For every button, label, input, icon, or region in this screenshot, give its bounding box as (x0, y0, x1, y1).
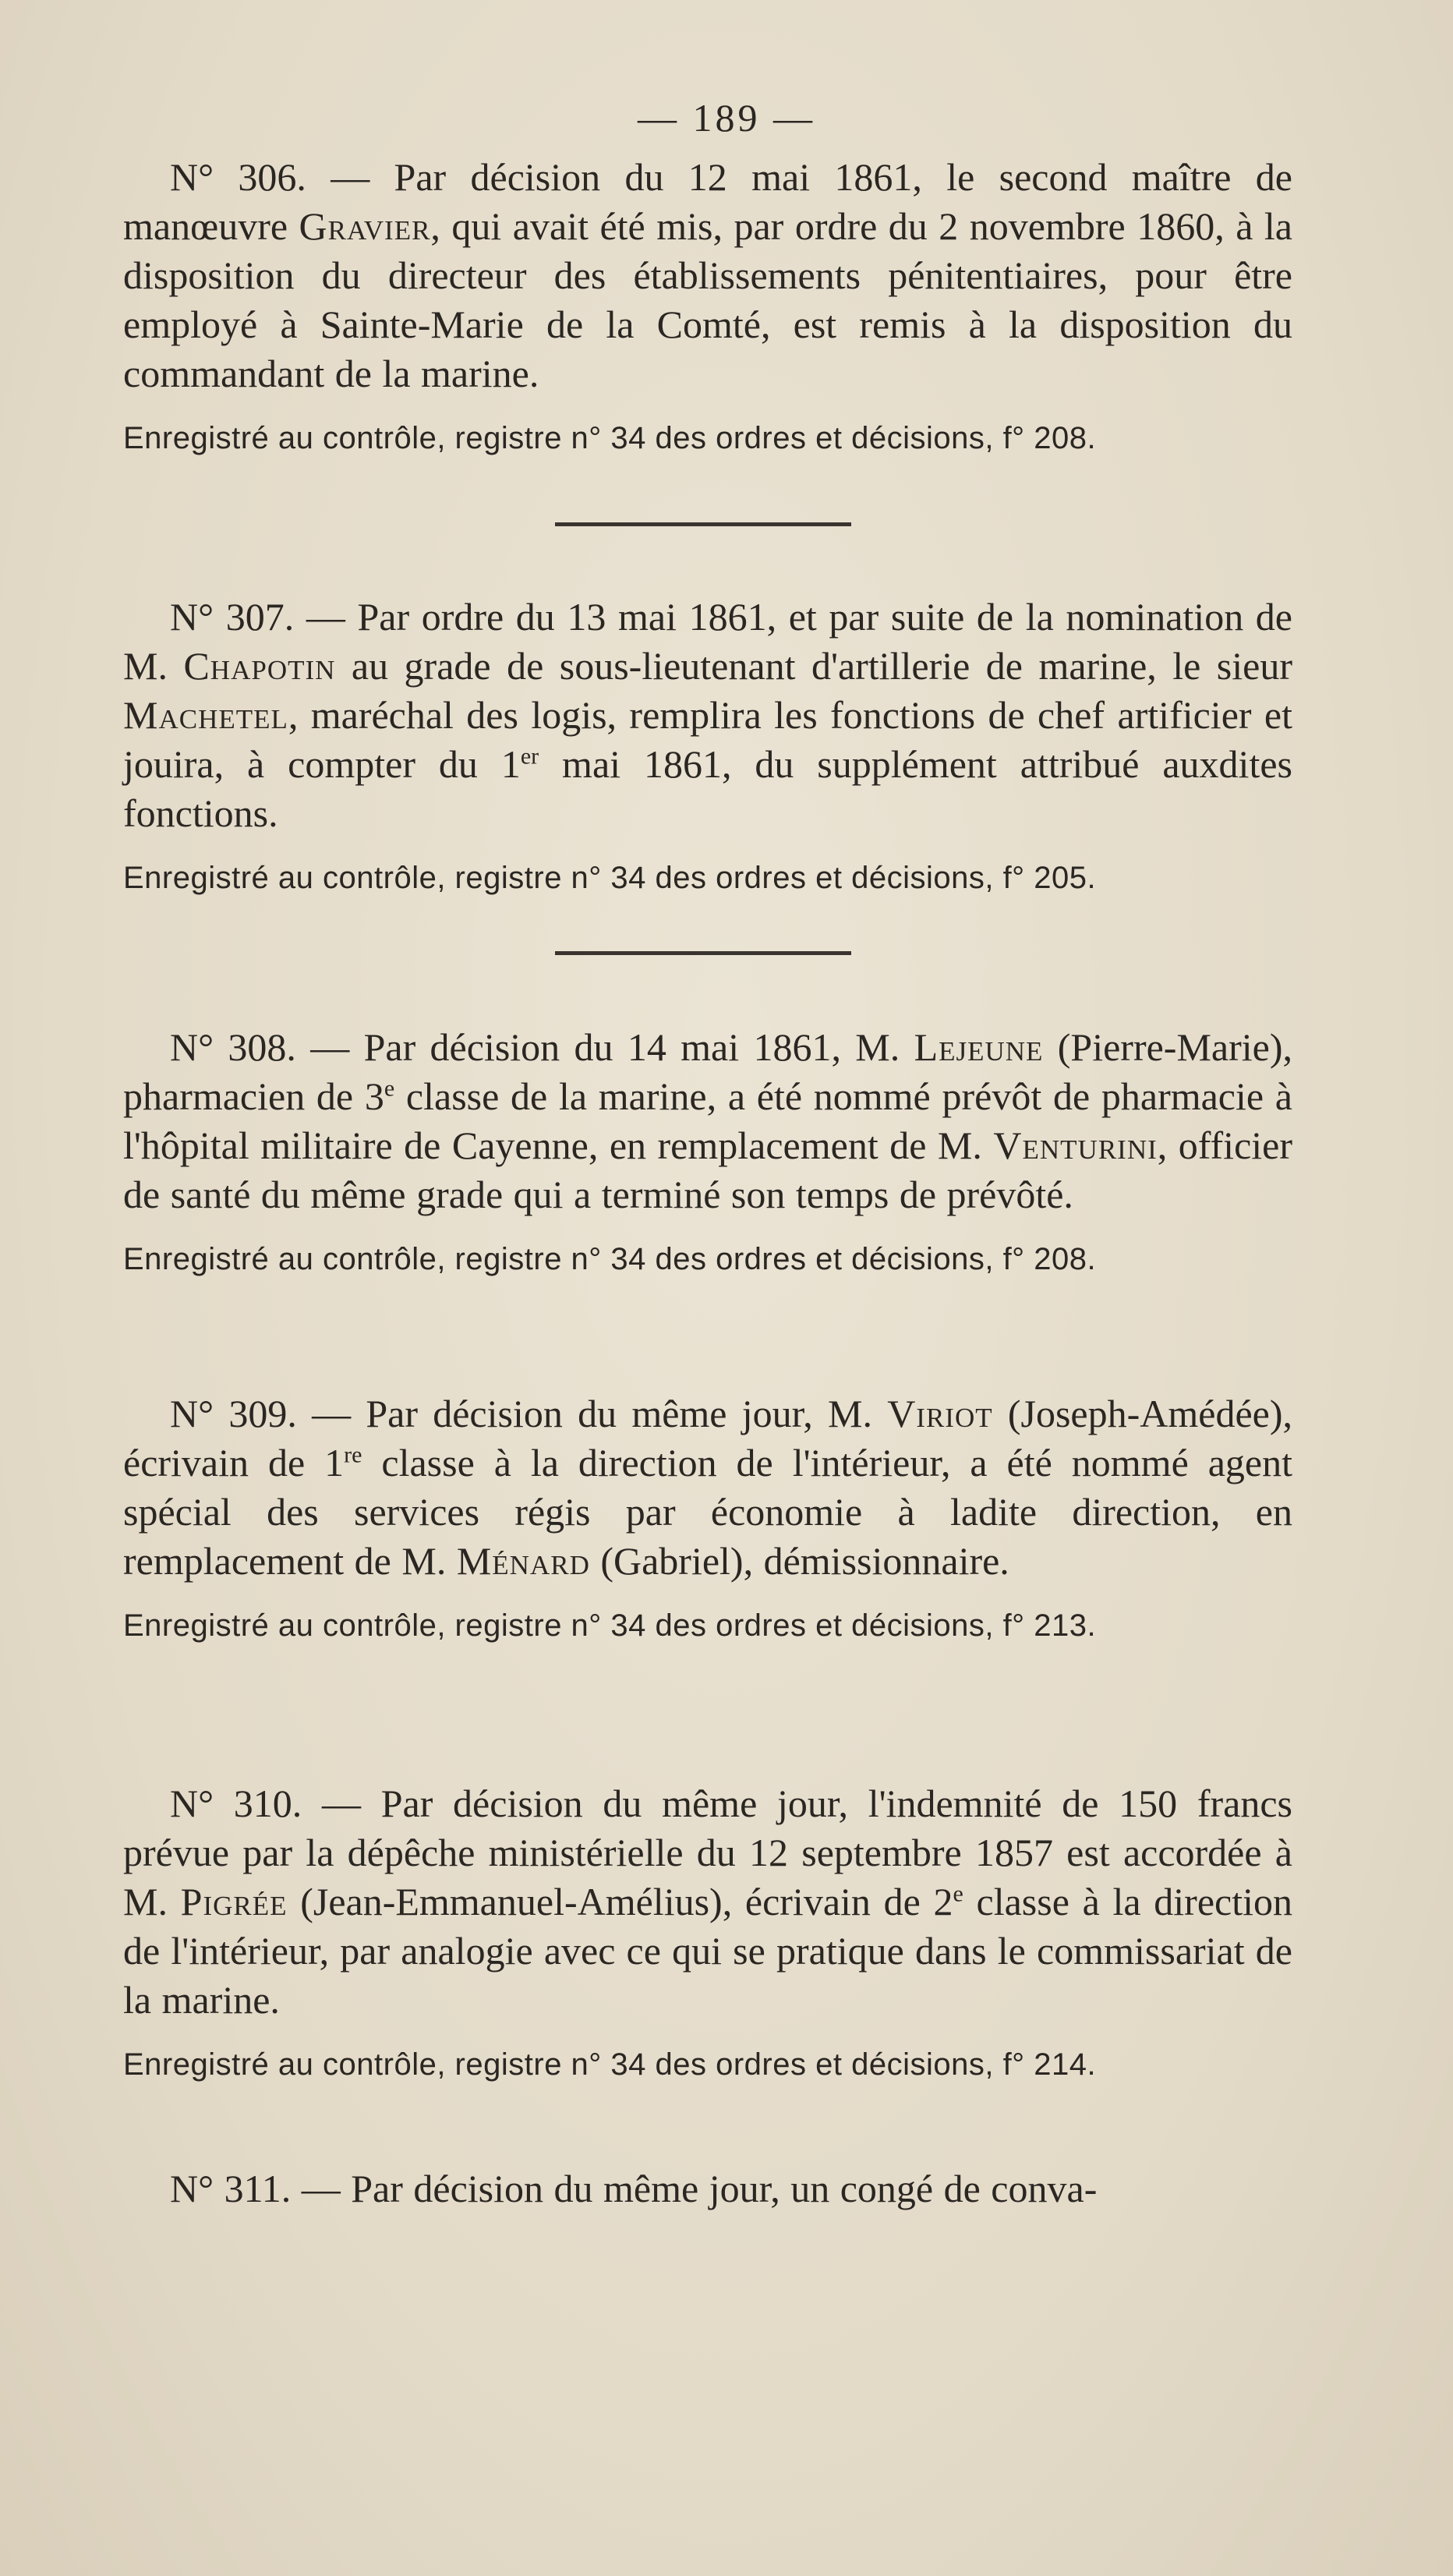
entry-308 (123, 1023, 1292, 1279)
entry-307-registry: Enregistré au contrôle, registre n° 34 des ordres et décisions, f° 205. (123, 861, 1097, 895)
entry-309-registry: Enregistré au contrôle, registre n° 34 des ordres et décisions, f° 213. (123, 1608, 1097, 1643)
name-menard: Ménard (456, 1539, 590, 1583)
entry-306 (123, 153, 1292, 458)
entry-310 (123, 1779, 1292, 2084)
entry-307-text: N° 307. — Par ordre du 13 mai 1861, et par suite de la nomination de M. Chapotin au grade de sous-lieutenant d'artillerie de marine, le sieur Machetel, maréchal des logis, remplira les fonctions de chef artificier et jouira, à compter du 1er mai 1861, du supplément attribué auxdites fonctions. (123, 595, 1292, 835)
name-gravier: Gravier (299, 204, 431, 248)
name-venturini: Venturini (993, 1123, 1158, 1167)
entry-308-registry: Enregistré au contrôle, registre n° 34 des ordres et décisions, f° 208. (123, 1242, 1097, 1276)
entry-311 (123, 2164, 1292, 2213)
name-lejeune: Lejeune (914, 1025, 1044, 1069)
entry-309 (123, 1389, 1292, 1645)
page-number: — 189 — (638, 96, 815, 140)
name-machetel: Machetel (123, 693, 288, 737)
entry-306-registry: Enregistré au contrôle, registre n° 34 des ordres et décisions, f° 208. (123, 421, 1097, 455)
entry-310-registry: Enregistré au contrôle, registre n° 34 des ordres et décisions, f° 214. (123, 2047, 1097, 2082)
name-viriot: Viriot (887, 1392, 993, 1435)
separator-rule (555, 522, 851, 526)
entry-309-text: N° 309. — Par décision du même jour, M. Viriot (Joseph-Amédée), écrivain de 1re classe à la direction de l'intérieur, a été nommé agent spécial des services régis par économie à ladite direction, en remplacement de M. Ménard (Gabriel), démissionnaire. (123, 1392, 1293, 1583)
entry-307 (123, 593, 1292, 897)
entry-308-text: N° 308. — Par décision du 14 mai 1861, M. Lejeune (Pierre-Marie), pharmacien de 3e classe de la marine, a été nommé prévôt de pharmacie à l'hôpital militaire de Cayenne, en remplacement de M. Venturini, officier de santé du même grade qui a terminé son temps de prévôté. (123, 1025, 1293, 1216)
name-chapotin: Chapotin (183, 644, 336, 688)
entry-311-text: N° 311. — Par décision du même jour, un congé de conva- (170, 2167, 1098, 2210)
entry-306-text: N° 306. — Par décision du 12 mai 1861, le second maître de manœuvre Gravier, qui avait été mis, par ordre du 2 novembre 1860, à la disposition du directeur des établissements pénitentiaires, pour être employé à Sainte-Marie de la Comté, est remis à la disposition du commandant de la marine. (123, 155, 1292, 395)
separator-rule (555, 951, 851, 955)
name-pigree: Pigrée (180, 1880, 288, 1923)
entry-310-text: N° 310. — Par décision du même jour, l'indemnité de 150 francs prévue par la dépêche ministérielle du 12 septembre 1857 est accordée à M. Pigrée (Jean-Emmanuel-Amélius), écrivain de 2e classe à la direction de l'intérieur, par analogie avec ce qui se pratique dans le commissariat de la marine. (123, 1782, 1292, 2022)
